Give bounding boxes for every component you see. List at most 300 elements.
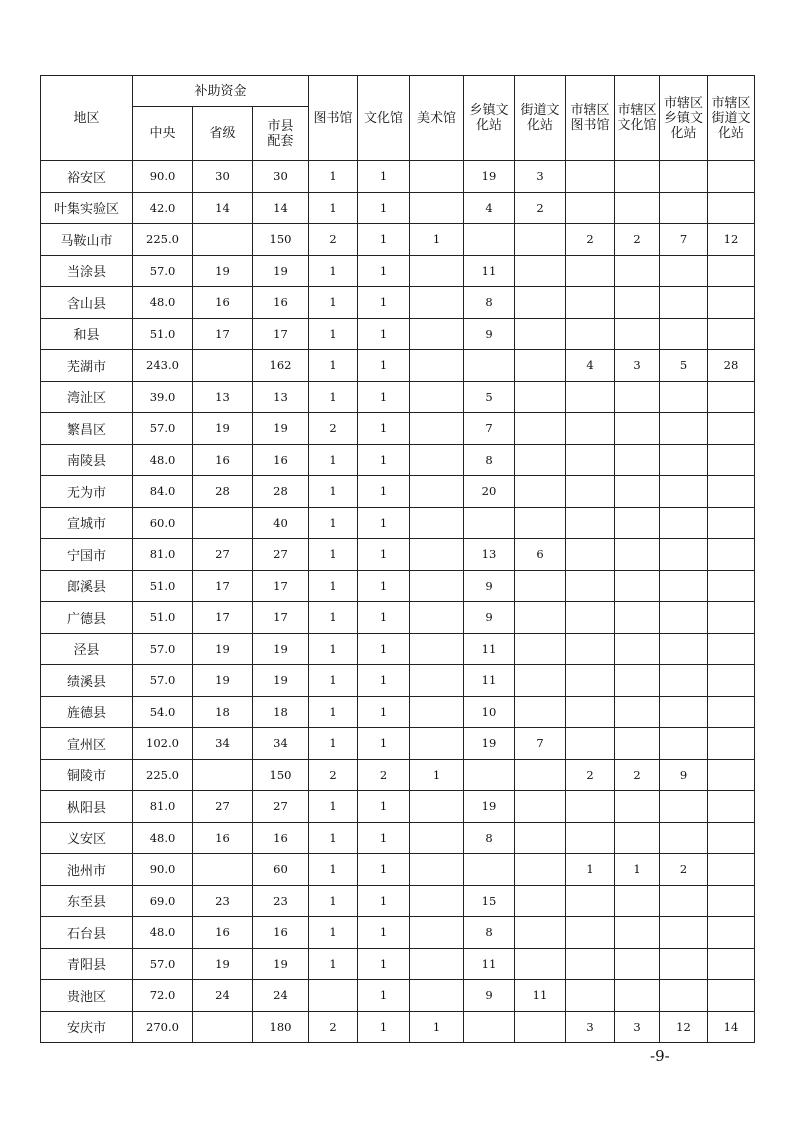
header-street-station: 街道文 化站 (515, 76, 566, 161)
table-cell: 1 (309, 665, 358, 697)
table-cell: 90.0 (133, 854, 193, 886)
table-cell: 150 (253, 759, 309, 791)
table-cell: 1 (309, 917, 358, 949)
region-cell: 贵池区 (41, 980, 133, 1012)
table-cell (410, 350, 464, 382)
table-cell (708, 885, 755, 917)
table-cell (708, 665, 755, 697)
table-cell (515, 413, 566, 445)
table-cell (309, 980, 358, 1012)
table-cell: 54.0 (133, 696, 193, 728)
table-cell: 57.0 (133, 633, 193, 665)
table-cell: 2 (566, 224, 615, 256)
table-cell (660, 917, 708, 949)
table-cell (708, 948, 755, 980)
table-cell (615, 696, 660, 728)
table-cell: 19 (193, 633, 253, 665)
table-cell (515, 759, 566, 791)
table-cell (464, 759, 515, 791)
table-cell: 1 (566, 854, 615, 886)
table-cell (566, 192, 615, 224)
table-cell: 1 (358, 255, 410, 287)
table-cell (410, 287, 464, 319)
header-city-county-match: 市县 配套 (253, 107, 309, 161)
table-cell (515, 948, 566, 980)
table-row (41, 696, 755, 728)
table-cell (410, 948, 464, 980)
table-cell (660, 696, 708, 728)
region-cell: 宣城市 (41, 507, 133, 539)
table-cell: 16 (253, 917, 309, 949)
table-cell (193, 854, 253, 886)
table-cell: 3 (515, 161, 566, 193)
table-cell: 14 (708, 1011, 755, 1043)
table-cell: 1 (358, 854, 410, 886)
table-row (41, 507, 755, 539)
table-cell: 180 (253, 1011, 309, 1043)
table-cell (708, 854, 755, 886)
table-cell (660, 791, 708, 823)
table-row (41, 759, 755, 791)
table-cell (708, 287, 755, 319)
table-cell (566, 570, 615, 602)
table-cell (708, 791, 755, 823)
table-cell: 60 (253, 854, 309, 886)
table-cell: 16 (193, 822, 253, 854)
table-row (41, 885, 755, 917)
region-cell: 叶集实验区 (41, 192, 133, 224)
table-cell: 11 (515, 980, 566, 1012)
table-cell (708, 255, 755, 287)
table-cell: 2 (660, 854, 708, 886)
table-cell (708, 444, 755, 476)
region-cell: 旌德县 (41, 696, 133, 728)
table-cell: 17 (253, 602, 309, 634)
table-cell: 16 (253, 287, 309, 319)
table-cell: 1 (309, 885, 358, 917)
table-cell (464, 854, 515, 886)
region-cell: 义安区 (41, 822, 133, 854)
region-cell: 繁昌区 (41, 413, 133, 445)
table-cell: 1 (410, 224, 464, 256)
region-cell: 宁国市 (41, 539, 133, 571)
table-cell: 1 (309, 287, 358, 319)
table-cell: 57.0 (133, 255, 193, 287)
table-cell: 19 (193, 948, 253, 980)
table-cell: 57.0 (133, 413, 193, 445)
table-cell: 18 (253, 696, 309, 728)
header-city-township-station: 市辖区 乡镇文 化站 (660, 76, 708, 161)
table-cell: 16 (253, 444, 309, 476)
table-cell (708, 507, 755, 539)
table-cell (464, 350, 515, 382)
table-cell: 23 (193, 885, 253, 917)
table-cell (566, 318, 615, 350)
table-cell (464, 507, 515, 539)
table-cell (708, 980, 755, 1012)
table-cell: 51.0 (133, 318, 193, 350)
table-cell (660, 192, 708, 224)
table-cell: 150 (253, 224, 309, 256)
table-cell: 17 (253, 318, 309, 350)
table-cell: 34 (193, 728, 253, 760)
table-cell: 39.0 (133, 381, 193, 413)
table-cell: 1 (358, 696, 410, 728)
table-cell (708, 318, 755, 350)
table-cell (660, 980, 708, 1012)
table-cell: 28 (708, 350, 755, 382)
table-row (41, 444, 755, 476)
table-cell (615, 948, 660, 980)
table-cell: 1 (358, 476, 410, 508)
table-cell: 9 (660, 759, 708, 791)
table-cell: 24 (253, 980, 309, 1012)
table-cell (566, 255, 615, 287)
table-cell: 19 (193, 255, 253, 287)
table-cell (515, 350, 566, 382)
table-cell: 16 (193, 287, 253, 319)
table-cell: 30 (193, 161, 253, 193)
table-cell: 1 (358, 665, 410, 697)
table-cell (566, 381, 615, 413)
table-cell (566, 665, 615, 697)
table-cell (515, 444, 566, 476)
table-cell: 1 (309, 948, 358, 980)
region-cell: 铜陵市 (41, 759, 133, 791)
table-cell: 102.0 (133, 728, 193, 760)
table-cell (660, 570, 708, 602)
region-cell: 马鞍山市 (41, 224, 133, 256)
table-cell (660, 287, 708, 319)
table-cell: 2 (309, 224, 358, 256)
table-cell: 2 (615, 224, 660, 256)
table-cell: 1 (358, 444, 410, 476)
table-cell: 1 (358, 381, 410, 413)
table-cell (410, 161, 464, 193)
table-cell: 27 (193, 791, 253, 823)
table-row (41, 980, 755, 1012)
region-cell: 绩溪县 (41, 665, 133, 697)
table-cell: 1 (309, 476, 358, 508)
header-region: 地区 (41, 76, 133, 161)
table-row (41, 854, 755, 886)
table-cell (660, 413, 708, 445)
table-cell (615, 381, 660, 413)
table-cell: 1 (309, 255, 358, 287)
table-cell (615, 318, 660, 350)
table-cell: 7 (464, 413, 515, 445)
table-cell: 6 (515, 539, 566, 571)
table-cell (615, 539, 660, 571)
table-cell: 8 (464, 444, 515, 476)
table-cell (566, 602, 615, 634)
table-cell (660, 948, 708, 980)
table-cell (410, 381, 464, 413)
table-cell: 1 (309, 854, 358, 886)
table-cell (515, 791, 566, 823)
table-cell (615, 602, 660, 634)
table-cell: 19 (253, 665, 309, 697)
table-cell (615, 444, 660, 476)
table-cell (615, 791, 660, 823)
table-cell: 1 (358, 570, 410, 602)
header-central: 中央 (133, 107, 193, 161)
table-cell (566, 161, 615, 193)
table-cell: 3 (566, 1011, 615, 1043)
table-cell (410, 854, 464, 886)
table-cell (566, 696, 615, 728)
table-row (41, 255, 755, 287)
table-cell: 1 (358, 885, 410, 917)
region-cell: 芜湖市 (41, 350, 133, 382)
table-cell: 81.0 (133, 539, 193, 571)
table-cell (464, 224, 515, 256)
table-row (41, 161, 755, 193)
table-cell: 28 (253, 476, 309, 508)
table-cell: 69.0 (133, 885, 193, 917)
table-cell (464, 1011, 515, 1043)
region-cell: 广德县 (41, 602, 133, 634)
table-cell (566, 539, 615, 571)
table-cell: 1 (309, 444, 358, 476)
header-city-street-station: 市辖区 街道文 化站 (708, 76, 755, 161)
table-row (41, 728, 755, 760)
table-cell: 81.0 (133, 791, 193, 823)
table-cell (515, 885, 566, 917)
table-cell: 19 (464, 791, 515, 823)
table-cell (410, 444, 464, 476)
table-cell (193, 507, 253, 539)
table-cell (410, 917, 464, 949)
table-row (41, 917, 755, 949)
table-cell: 3 (615, 350, 660, 382)
table-cell (410, 665, 464, 697)
table-cell (708, 696, 755, 728)
table-cell: 3 (615, 1011, 660, 1043)
table-cell: 1 (309, 192, 358, 224)
table-cell (410, 696, 464, 728)
table-cell: 11 (464, 948, 515, 980)
region-cell: 石台县 (41, 917, 133, 949)
table-cell (708, 822, 755, 854)
table-cell (660, 822, 708, 854)
table-cell: 19 (253, 633, 309, 665)
table-cell (615, 665, 660, 697)
table-cell: 1 (358, 917, 410, 949)
region-cell: 湾沚区 (41, 381, 133, 413)
table-cell: 1 (309, 539, 358, 571)
table-cell: 1 (309, 507, 358, 539)
table-cell (515, 633, 566, 665)
table-cell (410, 476, 464, 508)
table-cell: 15 (464, 885, 515, 917)
table-cell (515, 476, 566, 508)
table-cell (708, 633, 755, 665)
table-row (41, 318, 755, 350)
table-cell (615, 570, 660, 602)
region-cell: 含山县 (41, 287, 133, 319)
table-cell (566, 980, 615, 1012)
table-cell (566, 444, 615, 476)
table-cell (708, 602, 755, 634)
table-cell (615, 287, 660, 319)
table-cell (708, 539, 755, 571)
table-cell: 19 (253, 413, 309, 445)
table-cell (615, 507, 660, 539)
table-cell (708, 917, 755, 949)
table-cell: 17 (193, 602, 253, 634)
table-row (41, 948, 755, 980)
header-city-library: 市辖区 图书馆 (566, 76, 615, 161)
table-cell (615, 917, 660, 949)
table-cell: 1 (615, 854, 660, 886)
table-cell: 19 (253, 948, 309, 980)
table-cell (410, 791, 464, 823)
table-cell (410, 192, 464, 224)
table-cell: 162 (253, 350, 309, 382)
table-cell (708, 413, 755, 445)
table-cell: 30 (253, 161, 309, 193)
header-art-gallery: 美术馆 (410, 76, 464, 161)
header-cultural-center: 文化馆 (358, 76, 410, 161)
table-cell (660, 318, 708, 350)
table-cell (566, 728, 615, 760)
table-cell: 7 (515, 728, 566, 760)
table-cell: 27 (253, 791, 309, 823)
table-cell: 19 (253, 255, 309, 287)
table-cell (615, 192, 660, 224)
table-cell: 1 (358, 539, 410, 571)
table-cell: 7 (660, 224, 708, 256)
table-cell (410, 570, 464, 602)
table-cell (410, 885, 464, 917)
table-cell: 1 (410, 1011, 464, 1043)
table-cell (615, 476, 660, 508)
table-row (41, 287, 755, 319)
table-row (41, 1011, 755, 1043)
table-cell: 1 (358, 791, 410, 823)
page-number: -9- (650, 1047, 670, 1065)
table-cell: 1 (358, 822, 410, 854)
table-cell (615, 161, 660, 193)
table-cell (566, 948, 615, 980)
table-cell (708, 476, 755, 508)
table-cell: 27 (253, 539, 309, 571)
table-cell (515, 224, 566, 256)
table-row (41, 602, 755, 634)
table-cell: 51.0 (133, 570, 193, 602)
table-cell (708, 570, 755, 602)
table-cell (515, 602, 566, 634)
table-row (41, 224, 755, 256)
table-cell (566, 917, 615, 949)
region-cell: 池州市 (41, 854, 133, 886)
table-cell: 2 (566, 759, 615, 791)
table-cell (566, 633, 615, 665)
header-subsidy: 补助资金 (133, 76, 309, 107)
table-row (41, 381, 755, 413)
table-cell (660, 665, 708, 697)
table-cell: 17 (193, 318, 253, 350)
table-cell: 40 (253, 507, 309, 539)
table-cell: 12 (660, 1011, 708, 1043)
table-cell: 57.0 (133, 948, 193, 980)
table-cell: 1 (358, 318, 410, 350)
table-cell (515, 822, 566, 854)
table-row (41, 476, 755, 508)
table-cell: 16 (193, 917, 253, 949)
region-cell: 无为市 (41, 476, 133, 508)
table-cell: 8 (464, 287, 515, 319)
region-cell: 宣州区 (41, 728, 133, 760)
table-cell: 1 (358, 287, 410, 319)
table-cell: 1 (358, 728, 410, 760)
table-cell: 1 (309, 696, 358, 728)
table-row (41, 791, 755, 823)
table-cell (515, 696, 566, 728)
table-row (41, 665, 755, 697)
table-cell: 4 (566, 350, 615, 382)
table-cell: 11 (464, 665, 515, 697)
table-cell: 19 (464, 161, 515, 193)
table-cell (515, 665, 566, 697)
table-cell: 16 (253, 822, 309, 854)
table-cell: 17 (253, 570, 309, 602)
table-cell: 1 (358, 161, 410, 193)
table-cell (708, 161, 755, 193)
table-cell: 1 (358, 350, 410, 382)
table-cell: 48.0 (133, 444, 193, 476)
table-cell: 84.0 (133, 476, 193, 508)
region-cell: 青阳县 (41, 948, 133, 980)
table-cell: 1 (358, 507, 410, 539)
table-cell (615, 255, 660, 287)
region-cell: 郎溪县 (41, 570, 133, 602)
table-cell: 16 (193, 444, 253, 476)
table-cell (566, 822, 615, 854)
region-cell: 泾县 (41, 633, 133, 665)
table-cell (515, 917, 566, 949)
region-cell: 和县 (41, 318, 133, 350)
subsidy-table (40, 75, 755, 1043)
table-cell: 4 (464, 192, 515, 224)
table-cell: 48.0 (133, 287, 193, 319)
table-cell: 1 (309, 822, 358, 854)
table-cell: 1 (309, 570, 358, 602)
table-cell (566, 791, 615, 823)
table-cell: 2 (309, 759, 358, 791)
table-cell: 1 (309, 602, 358, 634)
table-cell (410, 822, 464, 854)
table-cell (566, 413, 615, 445)
table-cell (660, 381, 708, 413)
table-cell: 42.0 (133, 192, 193, 224)
table-cell (660, 602, 708, 634)
table-cell: 14 (253, 192, 309, 224)
table-cell: 51.0 (133, 602, 193, 634)
table-cell (566, 476, 615, 508)
table-cell (515, 507, 566, 539)
table-cell: 10 (464, 696, 515, 728)
table-cell: 12 (708, 224, 755, 256)
table-cell: 2 (358, 759, 410, 791)
table-cell: 1 (410, 759, 464, 791)
table-cell: 5 (464, 381, 515, 413)
table-cell (193, 759, 253, 791)
table-cell (615, 728, 660, 760)
table-cell: 11 (464, 633, 515, 665)
region-cell: 东至县 (41, 885, 133, 917)
